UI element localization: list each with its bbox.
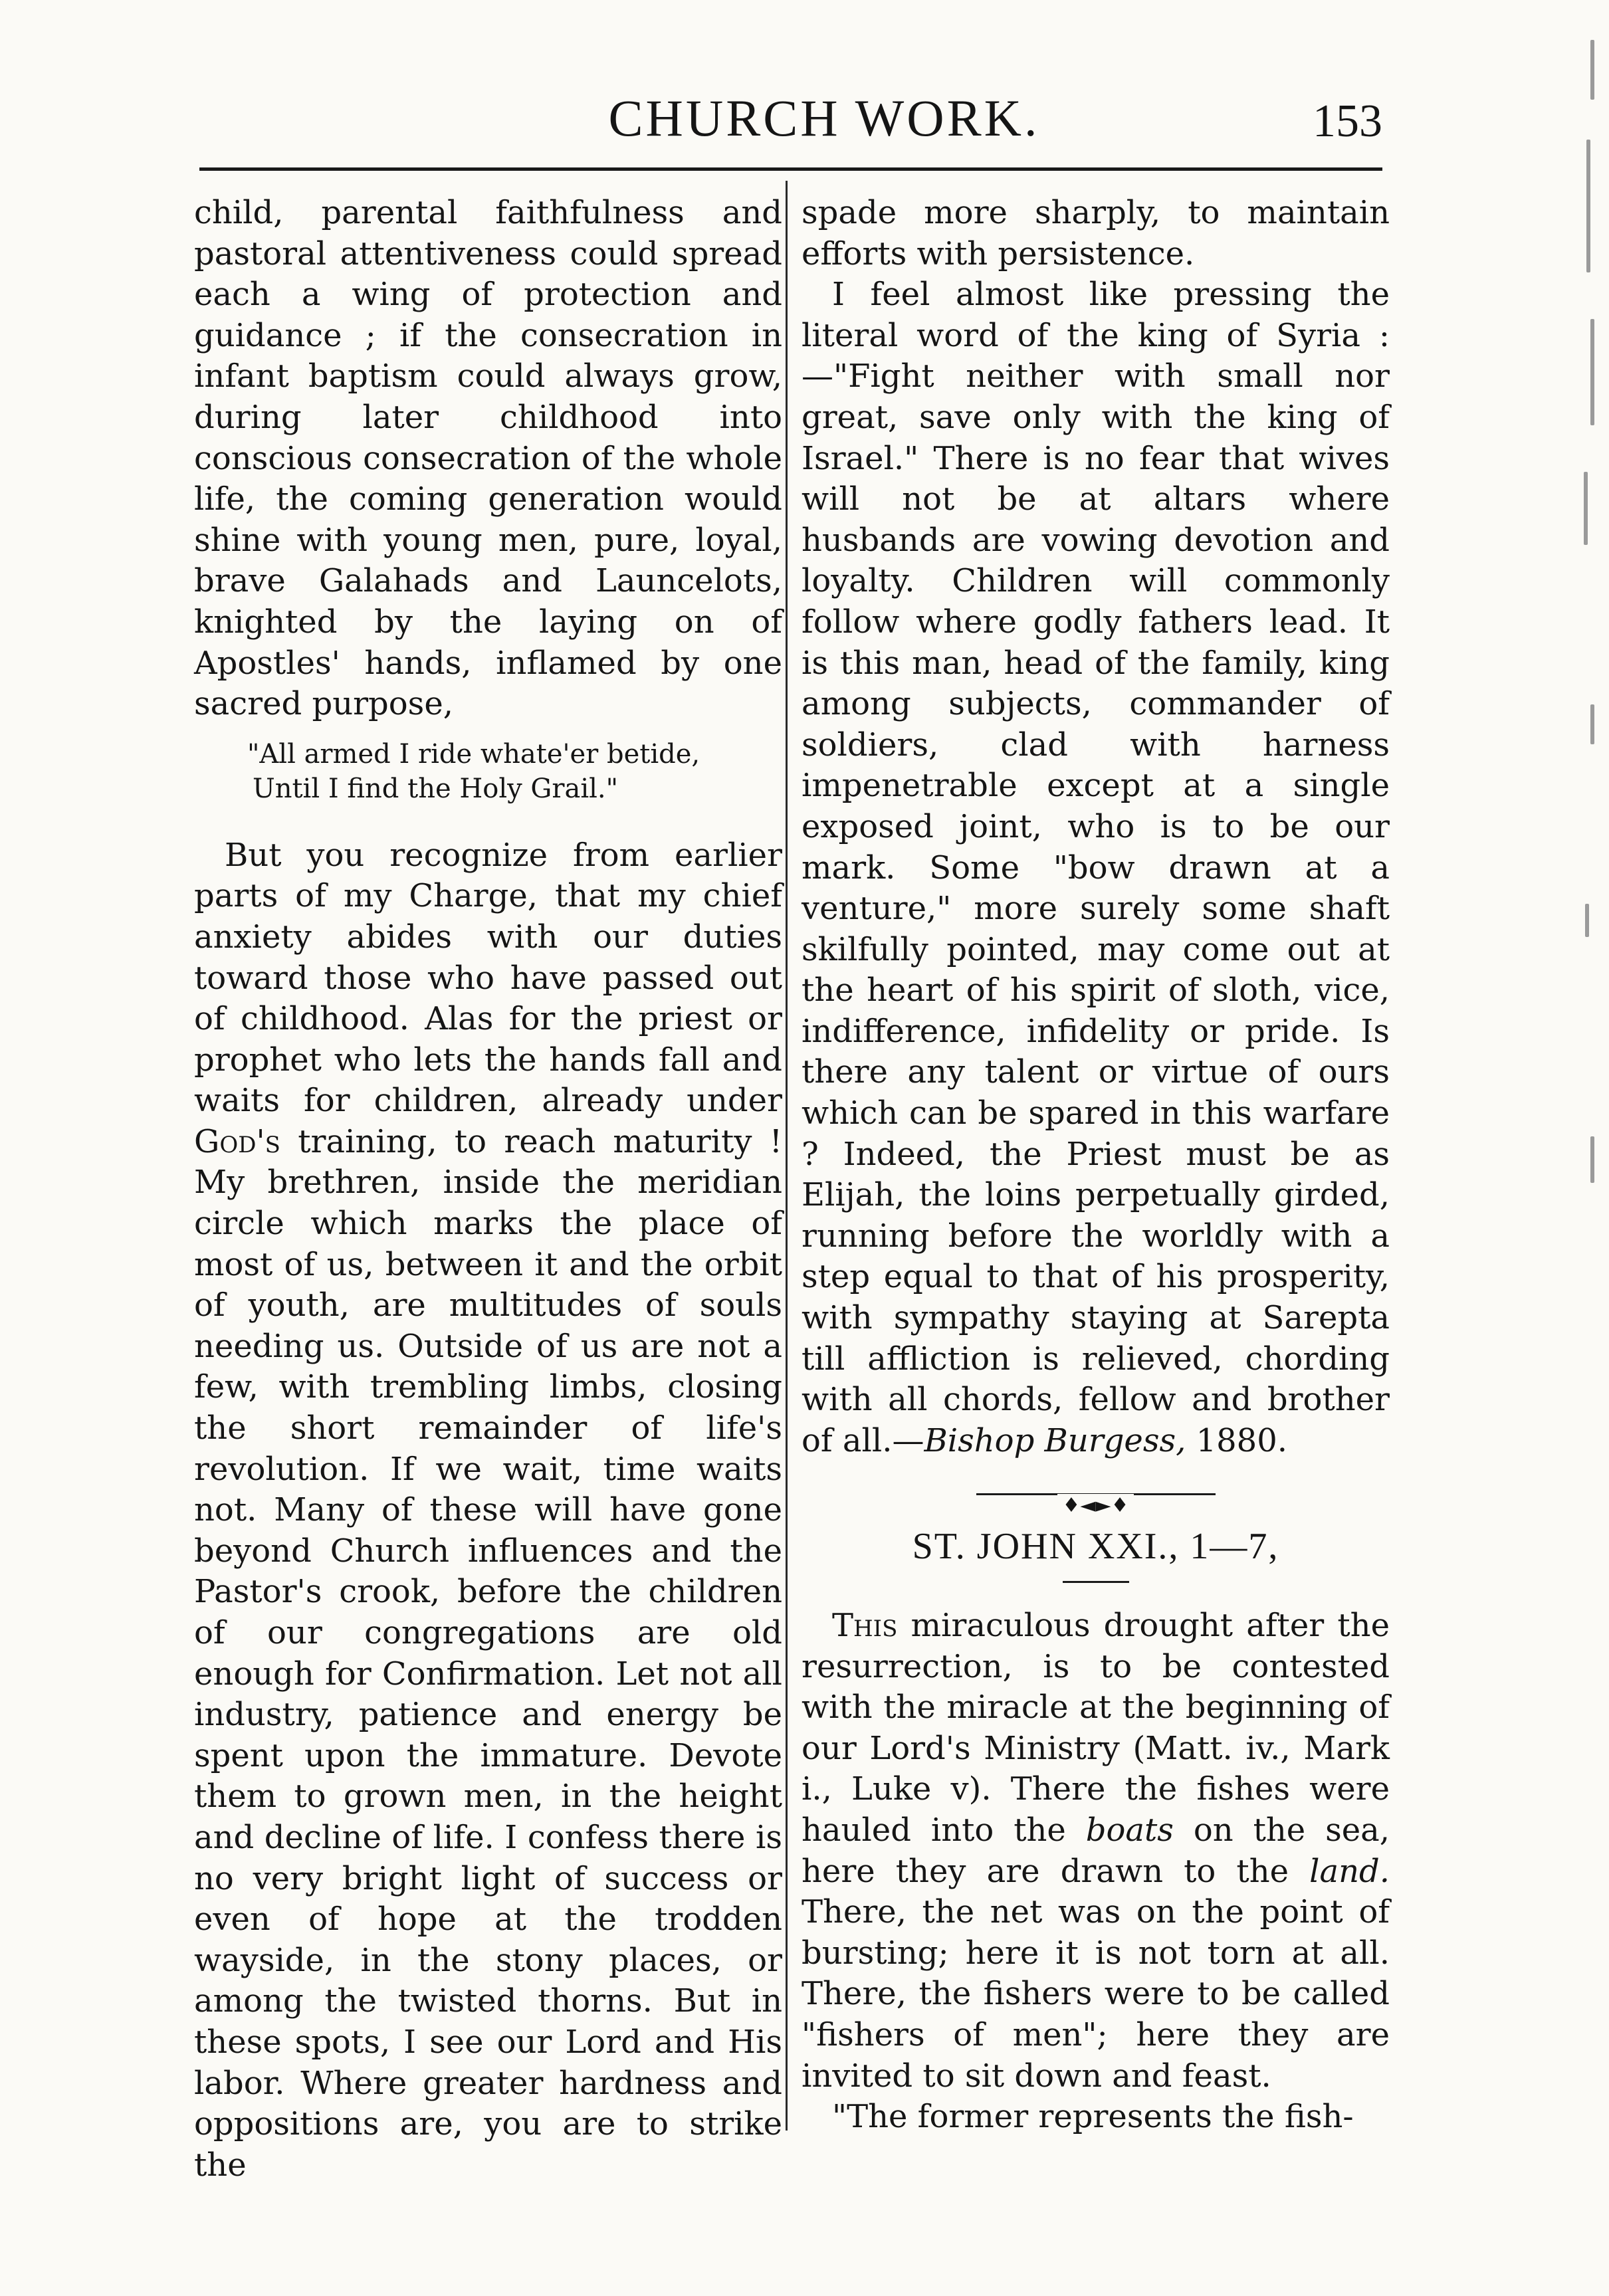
edge-mark — [1590, 1136, 1594, 1183]
edge-mark — [1590, 40, 1594, 100]
section-title-rule — [1063, 1581, 1129, 1583]
right-paragraph-2 — [802, 274, 1390, 1461]
right-paragraph-3 — [802, 1606, 1390, 2097]
god-smallcaps: God's — [194, 1122, 280, 1160]
left-paragraph-1: child, parental faithfulness and pastoral attentiveness could spread each a wing of protection and guidance ; if the consecration in infant baptism could always grow, during later childhood into conscious consecration of the whole life, the coming generation would shine with young men, pure, loyal, brave Galahads and Launcelots, knighted by the laying on of Apostles' hands, inflamed by one sacred purpose, — [194, 194, 782, 723]
left-column — [194, 193, 782, 2186]
right-paragraph-4: "The former represents the fish- — [832, 2098, 1354, 2136]
ornament-glyph: ♦◄►♦ — [1057, 1494, 1134, 1517]
attribution-dash: — — [892, 1421, 924, 1459]
section-title: ST. JOHN XXI., 1—7, — [912, 1526, 1279, 1568]
edge-mark — [1585, 904, 1589, 937]
page-edge-marks — [1568, 40, 1594, 1568]
right-paragraph-3-part-b: on the sea, here they are drawn to the — [802, 1811, 1390, 1890]
right-paragraph-1: spade more sharply, to maintain efforts with persistence. — [802, 194, 1390, 272]
running-title: CHURCH WORK. — [608, 89, 1040, 147]
attribution-year: 1880. — [1186, 1421, 1288, 1459]
right-paragraph-2-text: I feel almost like pressing the literal word of the king of Syria : —"Fight neither with small nor great, save only with the king of Israel." There is no fear that wives will not be at altars where husbands are vowing devotion and loyalty. Children will commonly follow where godly fathers lead. It is this man, head of the family, king among subjects, commander of soldiers, clad with harness impenetrable except at a single exposed joint, who is to be our mark. Some "bow drawn at a venture," more surely some shaft skilfully pointed, may come out at the heart of his spirit of sloth, vice, indifference, infidelity or pride. Is there any talent or virtue of ours which can be spared in this warfare ? Indeed, the Priest must be as Elijah, the loins perpetually girded, running before the worldly with a step equal to that of his prosperity, with sympathy staying at Sarepta till affliction is relieved, chording with all chords, fellow and brother of all. — [802, 276, 1390, 1459]
page-number: 153 — [1313, 96, 1382, 147]
verse-line-2: Until I find the Holy Grail." — [253, 773, 619, 804]
edge-mark — [1590, 319, 1594, 425]
land-italic: land. — [1309, 1852, 1390, 1890]
attribution-name: Bishop Burgess, — [924, 1421, 1186, 1459]
edge-mark — [1586, 140, 1590, 272]
section-ornament — [976, 1481, 1216, 1518]
header-rule — [199, 167, 1382, 171]
column-divider — [786, 181, 788, 2131]
this-smallcaps: This — [832, 1607, 898, 1644]
left-paragraph-2-part-b: training, to reach maturity ! My brethren, inside the meridian circle which marks the place of most of us, between it and the orbit of youth, are multitudes of souls needing us. Outside of us are not a few, with trembling limbs, closing the short remainder of life's revolution. If we wait, time waits not. Many of these will have gone beyond Church influences and the Pastor's crook, before the children of our congregations are old enough for Confirmation. Let not all industry, patience and energy be spent upon the immature. Devote them to grown men, in the height and decline of life. I confess there is no very bright light of success or even of hope at the trodden wayside, in the stony places, or among the twisted thorns. But in these spots, I see our Lord and His labor. Where greater hardness and oppositions are, you are to strike the — [194, 1122, 782, 2184]
boats-italic: boats — [1085, 1811, 1174, 1849]
right-paragraph-3-part-a: miraculous drought after the resurrection, is to be contested with the miracle at the beginning of our Lord's Ministry (Matt. iv., Mark i., Luke v). There the fishes were hauled into the — [802, 1607, 1390, 1849]
edge-mark — [1590, 704, 1594, 744]
page-header — [199, 85, 1382, 158]
left-paragraph-2-part-a: But you recognize from earlier parts of my Charge, that my chief anxiety abides with our duties toward those who have passed out of childhood. Alas for the priest or prophet who lets the hands fall and waits for children, already under — [194, 836, 782, 1120]
verse-quotation — [247, 737, 782, 806]
right-paragraph-3-part-c: There, the net was on the point of bursting; here it is not torn at all. There, the fishers were to be called "fishers of men"; here they are invited to sit down and feast. — [802, 1893, 1390, 2095]
verse-line-1: "All armed I ride whate'er betide, — [247, 738, 700, 770]
edge-mark — [1584, 472, 1588, 545]
left-paragraph-2 — [194, 835, 782, 2186]
right-column — [802, 193, 1390, 2138]
